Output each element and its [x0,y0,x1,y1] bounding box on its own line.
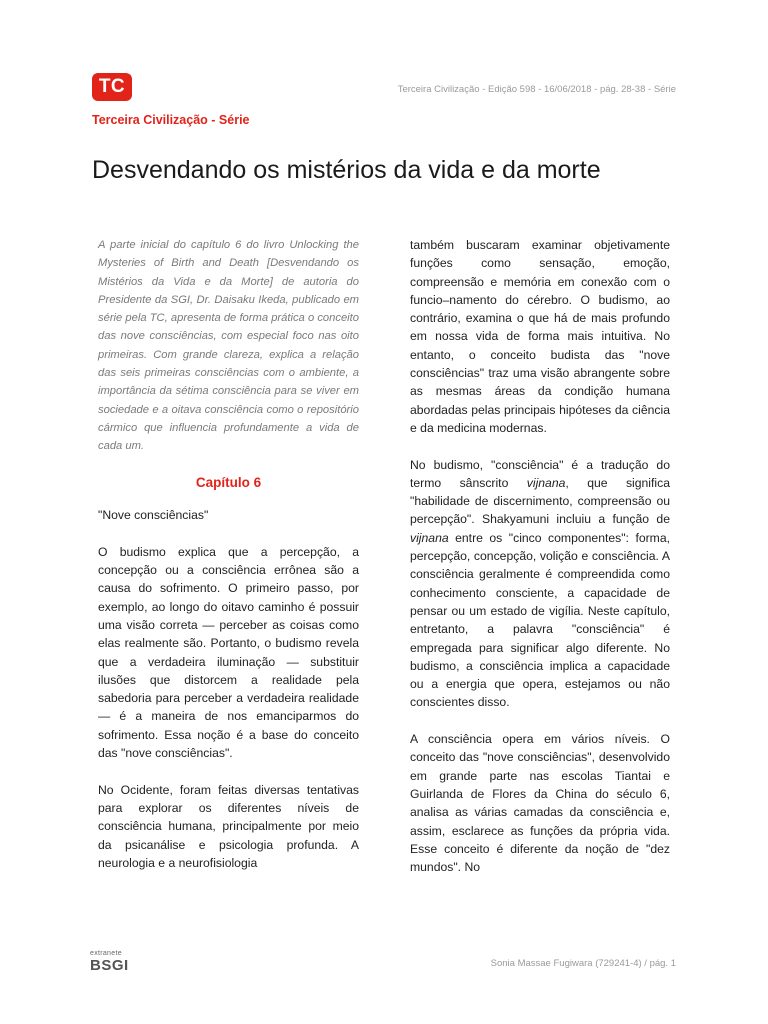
right-column [410,236,670,895]
footer-info: Sonia Massae Fugiwara (729241-4) / pág. 1 [490,958,676,969]
tc-logo: TC [92,73,132,101]
paragraph: No Ocidente, foram feitas diversas tentativas para explorar os diferentes níveis de consciência humana, principalmente por meio da psicanálise e psicologia profunda. A neurologia e a neurofisiologia [98,782,359,870]
text-run: , que significa "habilidade de discernimento, compreensão ou percepção". Shakyamuni incluiu a função de [410,475,670,527]
logo-small-text: extranete [90,950,122,957]
term-vijnana: vijnana [526,475,566,490]
left-column [98,236,359,890]
term-vijnana: vijnana [410,530,449,545]
section-label: Terceira Civilização - Série [92,113,250,127]
article-title: Desvendando os mistérios da vida e da morte [92,156,601,184]
chapter-subtitle: "Nove consciências" [98,508,209,523]
paragraph: O budismo explica que a percepção, a concepção ou a consciência errônea são a causa do sofrimento. O primeiro passo, por exemplo, ao longo do oitavo caminho é possuir uma visão correta — perceber as coisas como elas realmente são. Portanto, o budismo revela que a verdadeira iluminação — substituir ilusões que distorcem a realidade pela sabedoria para perceber a verdadeira realidade — é a maneira de nos emanciparmos do sofrimento. Essa noção é a base do conceito das "nove consciências". [98,544,359,761]
logo-big-text: BSGI [90,957,129,974]
article-intro: A parte inicial do capítulo 6 do livro Unlocking the Mysteries of Birth and Death [Desvendando os Mistérios da Vida e da Morte] de autoria do Presidente da SGI, Dr. Daisaku Ikeda, publicado em série pela TC, apresenta de forma prática o conceito das nove consciências, com especial foco nas oito primeiras. Com grande clareza, explica a relação das seis primeiras consciências com o ambiente, a importância da sétima consciência para se viver em sociedade e a oitava consciência como o repositório cármico que influencia profundamente a vida de cada um. [98,239,359,453]
paragraph: também buscaram examinar objetivamente funções como sensação, emoção, compreensão e memória em conexão com o funcio–namento do cérebro. O budismo, ao contrário, examina o que há de mais profundo em nossa vida de forma mais intuitiva. No entanto, o conceito budista das "nove consciências" traz uma visão abrangente sobre as mesmas áreas da condição humana abordadas pelas principais hipóteses da ciência e da medicina modernas. [410,238,670,435]
edition-info: Terceira Civilização - Edição 598 - 16/06/2018 - pág. 28-38 - Série [397,84,676,95]
bsgi-logo [90,950,129,973]
paragraph: A consciência opera em vários níveis. O conceito das "nove consciências", desenvolvido em grande parte nas escolas Tiantai e Guirlanda de Flores da China do século 6, analisa as várias camadas da consciência e, assim, esclarece as funções da própria vida. Esse conceito é diferente da noção de "dez mundos". No [410,732,670,875]
text-run: entre os "cinco componentes": forma, percepção, concepção, volição e consciência. A consciência geralmente é compreendida como conhecimento consciente, a capacidade de pensar ou um estado de vigília. Neste capítulo, entretanto, a palavra "consciência" é empregada para significar algo diferente. No budismo, a consciência implica a capacidade ou a energia que opera, estejamos ou não conscientes disso. [410,530,670,710]
chapter-heading: Capítulo 6 [195,474,262,490]
paragraph [410,456,670,712]
text-run: No budismo, "consciência" é a tradução do termo sânscrito [410,457,670,490]
